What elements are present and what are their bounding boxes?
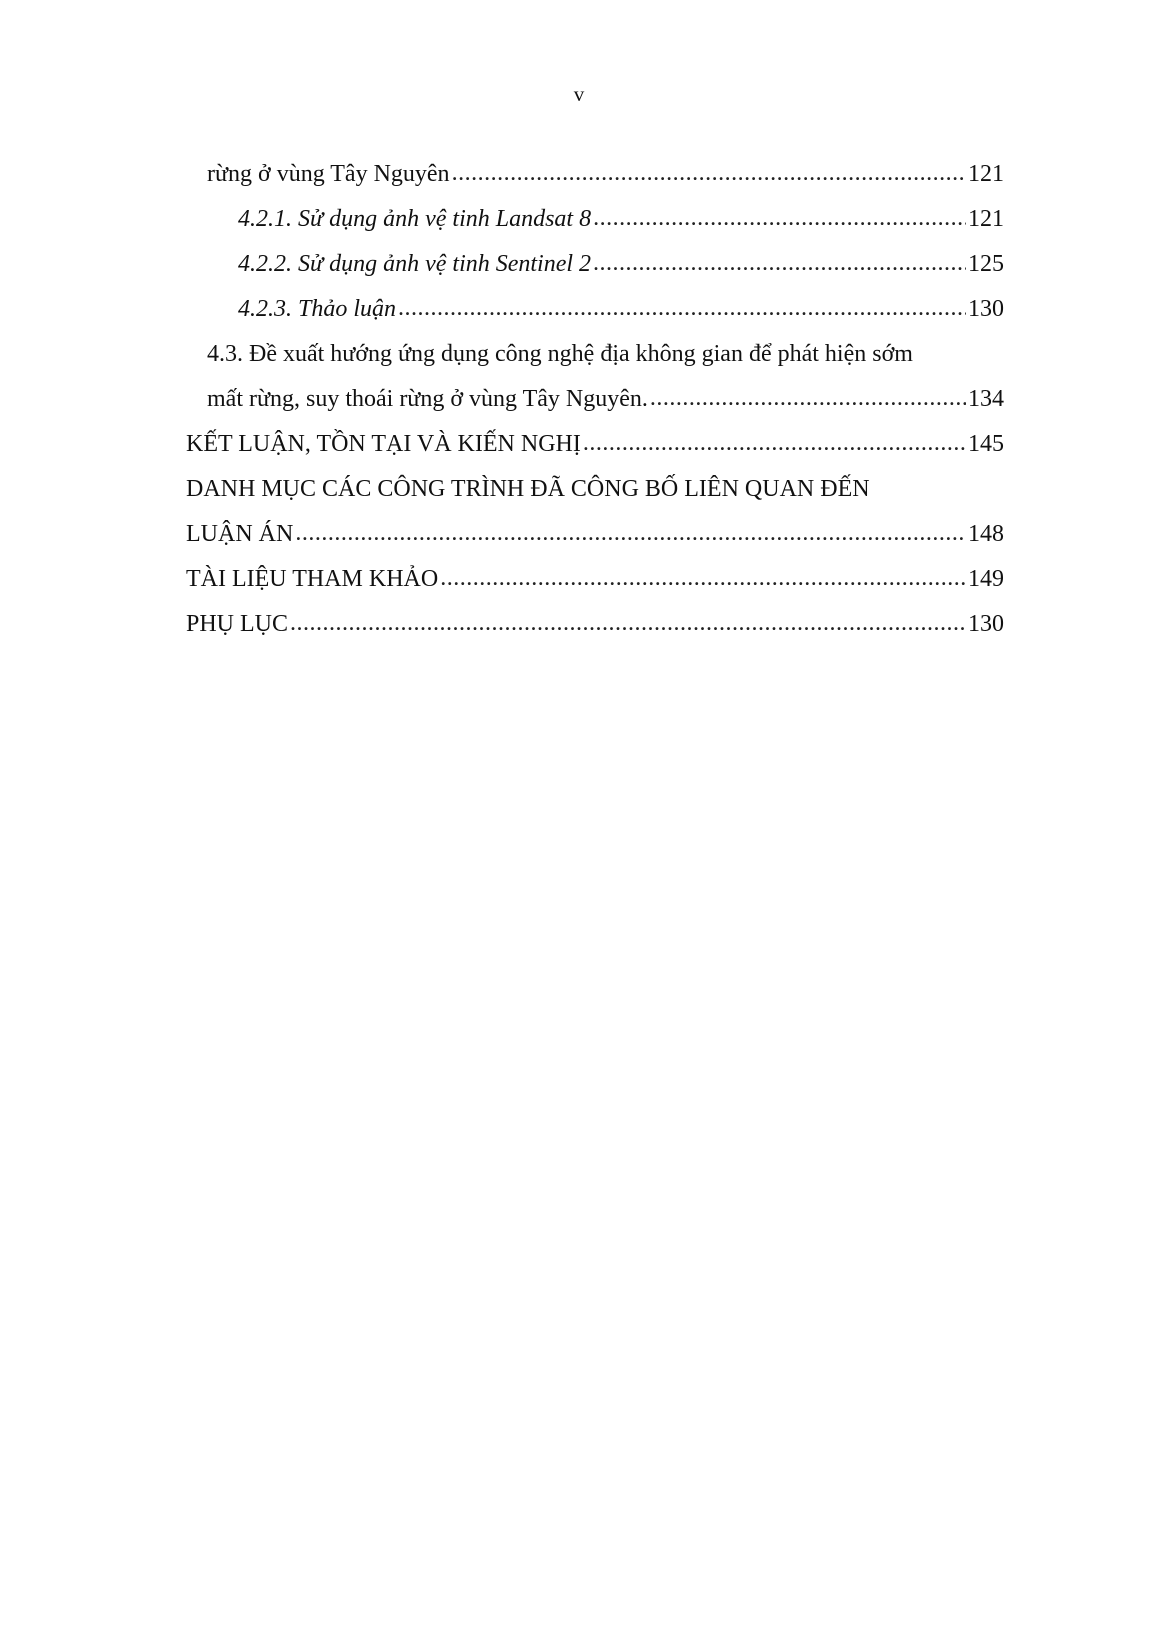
- toc-entry-page: 121: [968, 161, 1004, 187]
- toc-entry-title: 4.2.2. Sử dụng ảnh vệ tinh Sentinel 2: [238, 251, 592, 277]
- toc-dot-leader: [593, 241, 966, 286]
- toc-entry[interactable]: [186, 602, 1004, 647]
- toc-entry-title: 4.3. Đề xuất hướng ứng dụng công nghệ địa không gian để phát hiện sớm: [207, 341, 913, 367]
- toc-entry[interactable]: [207, 377, 1004, 422]
- toc-entry[interactable]: [207, 152, 1004, 197]
- toc-entry-title: KẾT LUẬN, TỒN TẠI VÀ KIẾN NGHỊ: [186, 431, 581, 457]
- toc-entry-page: 130: [968, 296, 1004, 322]
- toc-entry-title: TÀI LIỆU THAM KHẢO: [186, 566, 439, 592]
- toc-entry-title: DANH MỤC CÁC CÔNG TRÌNH ĐÃ CÔNG BỐ LIÊN QUAN ĐẾN: [186, 476, 870, 502]
- toc-entry[interactable]: [238, 287, 1004, 332]
- toc-dot-leader: [593, 196, 966, 241]
- toc-entry[interactable]: [238, 242, 1004, 287]
- page-number: v: [573, 82, 585, 106]
- toc-entry-page: 134: [968, 386, 1004, 412]
- toc-entry-page: 148: [968, 521, 1004, 547]
- toc-dot-leader: [650, 376, 966, 421]
- toc-entry-page: 121: [968, 206, 1004, 232]
- toc-dot-leader: [452, 151, 966, 196]
- toc-dot-leader: [398, 286, 966, 331]
- toc-entry-page: 125: [968, 251, 1004, 277]
- toc-entry-title: 4.2.3. Thảo luận: [238, 296, 397, 322]
- toc-entry-title: rừng ở vùng Tây Nguyên: [207, 161, 450, 187]
- toc-dot-leader: [440, 556, 966, 601]
- toc-entry-title: 4.2.1. Sử dụng ảnh vệ tinh Landsat 8: [238, 206, 592, 232]
- toc-dot-leader: [295, 511, 966, 556]
- toc-entry[interactable]: [238, 197, 1004, 242]
- toc-entry[interactable]: [186, 557, 1004, 602]
- toc-entry-title: PHỤ LỤC: [186, 611, 289, 637]
- toc-entry[interactable]: [186, 512, 1004, 557]
- toc-entry-title: mất rừng, suy thoái rừng ở vùng Tây Nguyên.: [207, 386, 648, 412]
- toc-entry-heading-line[interactable]: [207, 332, 913, 377]
- toc-entry-heading-line[interactable]: [186, 467, 870, 512]
- toc-entry-page: 130: [968, 611, 1004, 637]
- toc-entry-title: LUẬN ÁN: [186, 521, 294, 547]
- toc-entry[interactable]: [186, 422, 1004, 467]
- toc-dot-leader: [583, 421, 966, 466]
- toc-entry-page: 145: [968, 431, 1004, 457]
- toc-entry-page: 149: [968, 566, 1004, 592]
- toc-dot-leader: [290, 601, 966, 646]
